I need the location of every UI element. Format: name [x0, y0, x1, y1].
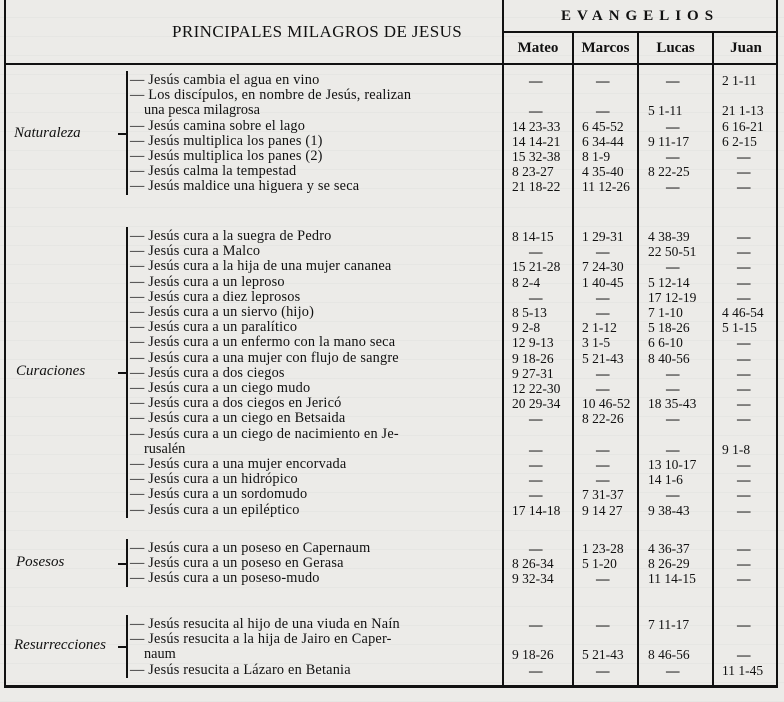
reference-lucas: —	[666, 441, 680, 457]
reference-juan: —	[737, 411, 751, 427]
reference-mateo: 9 18-26	[512, 350, 554, 366]
miracle-description: — Jesús cura a un poseso en Gerasa	[130, 555, 344, 572]
miracle-description-continuation: rusalén	[144, 440, 186, 457]
reference-mateo: 8 14-15	[512, 229, 554, 244]
reference-marcos: 5 1-20	[582, 556, 617, 572]
reference-lucas: —	[666, 149, 680, 164]
section-label: Naturaleza	[14, 124, 81, 141]
reference-lucas: —	[666, 179, 680, 195]
reference-lucas: —	[666, 487, 680, 503]
reference-juan: —	[737, 335, 751, 351]
reference-marcos: 1 40-45	[582, 274, 624, 290]
reference-juan: 6 2-15	[722, 133, 757, 149]
column-header-juan: Juan	[730, 40, 762, 56]
column-divider-marcos	[572, 32, 574, 688]
miracle-description: — Jesús cura a una mujer encorvada	[130, 456, 347, 472]
miracle-description: — Jesús cura a un hidrópico	[130, 471, 298, 488]
miracle-description: — Jesús cura a la hija de una mujer cananea	[130, 258, 392, 275]
reference-juan: 11 1-45	[722, 662, 764, 678]
reference-marcos: —	[596, 365, 610, 381]
miracle-description: — Jesús cura a un poseso en Capernaum	[130, 540, 371, 556]
reference-marcos: 10 46-52	[582, 396, 631, 412]
miracle-description: — Jesús resucita al hijo de una viuda en Naín	[130, 616, 400, 632]
reference-marcos: —	[596, 73, 610, 88]
reference-marcos: 1 29-31	[582, 229, 624, 244]
column-header-lucas: Lucas	[656, 40, 695, 56]
reference-lucas: —	[666, 411, 680, 427]
reference-mateo: 9 27-31	[512, 365, 554, 381]
reference-marcos: 6 45-52	[582, 118, 624, 134]
reference-juan: —	[737, 274, 751, 290]
reference-mateo: 9 32-34	[512, 571, 554, 587]
reference-mateo: 12 22-30	[512, 381, 561, 396]
column-divider-mateo	[502, 0, 504, 688]
reference-marcos: —	[596, 472, 610, 488]
reference-juan: —	[737, 259, 751, 275]
reference-mateo: —	[529, 441, 543, 457]
miracle-description: — Jesús cura a un ciego mudo	[130, 380, 311, 396]
reference-lucas: —	[666, 365, 680, 381]
reference-marcos: 7 24-30	[582, 259, 624, 275]
reference-marcos: —	[596, 305, 610, 320]
reference-marcos: 7 31-37	[582, 487, 624, 503]
brace-point	[118, 133, 127, 135]
reference-mateo: —	[529, 289, 543, 305]
miracle-description-continuation: naum	[144, 646, 176, 663]
reference-lucas: 8 46-56	[648, 647, 690, 663]
reference-mateo: 9 18-26	[512, 647, 554, 663]
miracle-description: — Jesús maldice una higuera y se seca	[130, 178, 360, 195]
miracle-description: — Jesús resucita a Lázaro en Betania	[130, 661, 351, 678]
reference-lucas: 22 50-51	[648, 244, 697, 260]
reference-lucas: 13 10-17	[648, 457, 697, 472]
reference-juan: 2 1-11	[722, 73, 757, 88]
reference-lucas: 18 35-43	[648, 396, 697, 412]
reference-mateo: 14 14-21	[512, 133, 561, 149]
reference-marcos: 9 14 27	[582, 502, 623, 518]
reference-juan: —	[737, 381, 751, 396]
column-divider-juan	[712, 32, 714, 688]
reference-juan: —	[737, 617, 751, 632]
reference-juan: —	[737, 350, 751, 366]
miracle-description: — Jesús camina sobre el lago	[130, 117, 306, 134]
reference-juan: —	[737, 472, 751, 488]
reference-mateo: 8 2-4	[512, 274, 541, 290]
reference-juan: —	[737, 502, 751, 518]
reference-lucas: 7 11-17	[648, 617, 690, 632]
miracle-description: — Jesús cura a la suegra de Pedro	[130, 228, 332, 244]
header-bottom-rule	[4, 63, 778, 65]
miracle-description: — Jesús cura a un enfermo con la mano seca	[130, 334, 396, 351]
reference-marcos: 3 1-5	[582, 335, 611, 351]
reference-lucas: —	[666, 662, 680, 678]
reference-marcos: —	[596, 244, 610, 260]
miracle-description: — Jesús cura a un ciego en Betsaida	[130, 410, 346, 427]
reference-juan: —	[737, 289, 751, 305]
reference-juan: 21 1-13	[722, 103, 764, 119]
reference-lucas: 5 1-11	[648, 103, 683, 119]
reference-marcos: —	[596, 441, 610, 457]
miracle-description: — Jesús cura a una mujer con flujo de sangre	[130, 349, 399, 366]
miracle-description: — Los discípulos, en nombre de Jesús, realizan	[130, 87, 412, 104]
reference-mateo: 15 32-38	[512, 149, 561, 164]
reference-marcos: 5 21-43	[582, 647, 624, 663]
reference-lucas: —	[666, 118, 680, 134]
miracle-description: — Jesús cura a Malco	[130, 243, 261, 260]
miracle-description: — Jesús cura a diez leprosos	[130, 288, 301, 305]
reference-juan: —	[737, 571, 751, 587]
reference-marcos: 5 21-43	[582, 350, 624, 366]
reference-mateo: 9 2-8	[512, 320, 541, 336]
miracle-description: — Jesús cura a un siervo (hijo)	[130, 304, 315, 320]
reference-mateo: 8 26-34	[512, 556, 554, 572]
reference-lucas: —	[666, 73, 680, 88]
reference-lucas: 4 36-37	[648, 541, 690, 556]
reference-mateo: 12 9-13	[512, 335, 554, 351]
brace-point	[118, 646, 127, 648]
reference-mateo: 8 5-13	[512, 305, 547, 320]
reference-juan: —	[737, 179, 751, 195]
reference-juan: 5 1-15	[722, 320, 757, 336]
miracle-description: — Jesús cura a un ciego de nacimiento en Je-	[130, 425, 399, 442]
reference-juan: —	[737, 149, 751, 164]
reference-juan: 4 46-54	[722, 305, 764, 320]
section-label: Curaciones	[16, 363, 86, 380]
reference-juan: —	[737, 457, 751, 472]
reference-lucas: 11 14-15	[648, 571, 696, 587]
reference-marcos: —	[596, 103, 610, 119]
reference-juan: —	[737, 365, 751, 381]
reference-marcos: —	[596, 457, 610, 472]
section-label: Posesos	[16, 553, 65, 570]
reference-lucas: 4 38-39	[648, 229, 690, 244]
reference-mateo: 17 14-18	[512, 502, 561, 518]
section-label: Resurrecciones	[14, 637, 106, 654]
miracle-description: — Jesús cura a un paralítico	[130, 319, 298, 336]
reference-marcos: 2 1-12	[582, 320, 617, 336]
reference-mateo: —	[529, 73, 543, 88]
miracle-description: — Jesús multiplica los panes (2)	[130, 148, 323, 164]
reference-juan: —	[737, 556, 751, 572]
reference-lucas: —	[666, 259, 680, 275]
miracle-description: — Jesús cambia el agua en vino	[130, 72, 320, 88]
miracle-description: — Jesús cura a dos ciegos	[130, 364, 285, 381]
miracle-description: — Jesús calma la tempestad	[130, 163, 297, 180]
reference-mateo: 21 18-22	[512, 179, 561, 195]
miracle-description-continuation: una pesca milagrosa	[144, 102, 260, 119]
column-header-marcos: Marcos	[581, 40, 630, 56]
reference-juan: —	[737, 164, 751, 180]
column-divider-lucas	[637, 32, 639, 688]
reference-lucas: —	[666, 381, 680, 396]
reference-lucas: 6 6-10	[648, 335, 683, 351]
reference-juan: —	[737, 229, 751, 244]
reference-marcos: —	[596, 381, 610, 396]
miracle-description: — Jesús cura a un leproso	[130, 273, 285, 290]
reference-marcos: —	[596, 289, 610, 305]
reference-mateo: —	[529, 541, 543, 556]
reference-juan: —	[737, 541, 751, 556]
reference-juan: 6 16-21	[722, 118, 764, 134]
reference-mateo: —	[529, 411, 543, 427]
reference-lucas: 9 11-17	[648, 133, 690, 149]
reference-mateo: —	[529, 457, 543, 472]
reference-lucas: 14 1-6	[648, 472, 683, 488]
reference-marcos: 11 12-26	[582, 179, 630, 195]
table-title: PRINCIPALES MILAGROS DE JESUS	[172, 22, 463, 41]
reference-mateo: —	[529, 103, 543, 119]
reference-juan: —	[737, 647, 751, 663]
reference-lucas: 5 18-26	[648, 320, 690, 336]
reference-mateo: —	[529, 244, 543, 260]
reference-marcos: —	[596, 617, 610, 632]
reference-marcos: 8 22-26	[582, 411, 624, 427]
reference-juan: —	[737, 244, 751, 260]
reference-marcos: 8 1-9	[582, 149, 611, 164]
reference-mateo: 15 21-28	[512, 259, 561, 275]
reference-mateo: —	[529, 617, 543, 632]
brace-point	[118, 372, 127, 374]
reference-mateo: —	[529, 662, 543, 678]
miracle-description: — Jesús cura a un epiléptico	[130, 501, 300, 518]
reference-marcos: —	[596, 662, 610, 678]
miracle-description: — Jesús multiplica los panes (1)	[130, 132, 323, 149]
reference-lucas: 8 26-29	[648, 556, 690, 572]
reference-mateo: —	[529, 487, 543, 503]
reference-lucas: 8 22-25	[648, 164, 690, 180]
miracle-description: — Jesús cura a un poseso-mudo	[130, 570, 320, 587]
reference-marcos: 6 34-44	[582, 133, 624, 149]
reference-mateo: 14 23-33	[512, 118, 561, 134]
reference-lucas: 9 38-43	[648, 502, 690, 518]
evangelios-header: EVANGELIOS	[560, 8, 720, 24]
reference-marcos: 4 35-40	[582, 164, 624, 180]
reference-juan: —	[737, 487, 751, 503]
reference-lucas: 7 1-10	[648, 305, 683, 320]
reference-mateo: —	[529, 472, 543, 488]
reference-lucas: 5 12-14	[648, 274, 690, 290]
reference-lucas: 17 12-19	[648, 289, 697, 305]
reference-lucas: 8 40-56	[648, 350, 690, 366]
miracle-description: — Jesús resucita a la hija de Jairo en Caper-	[130, 631, 392, 648]
reference-juan: 9 1-8	[722, 441, 751, 457]
miracle-description: — Jesús cura a dos ciegos en Jericó	[130, 395, 342, 412]
miracle-description: — Jesús cura a un sordomudo	[130, 486, 308, 503]
brace-point	[118, 563, 127, 565]
reference-marcos: —	[596, 571, 610, 587]
reference-juan: —	[737, 396, 751, 412]
reference-marcos: 1 23-28	[582, 541, 624, 556]
evangelios-rule	[502, 31, 778, 33]
column-header-mateo: Mateo	[517, 40, 559, 56]
reference-mateo: 20 29-34	[512, 396, 561, 412]
reference-mateo: 8 23-27	[512, 164, 554, 180]
